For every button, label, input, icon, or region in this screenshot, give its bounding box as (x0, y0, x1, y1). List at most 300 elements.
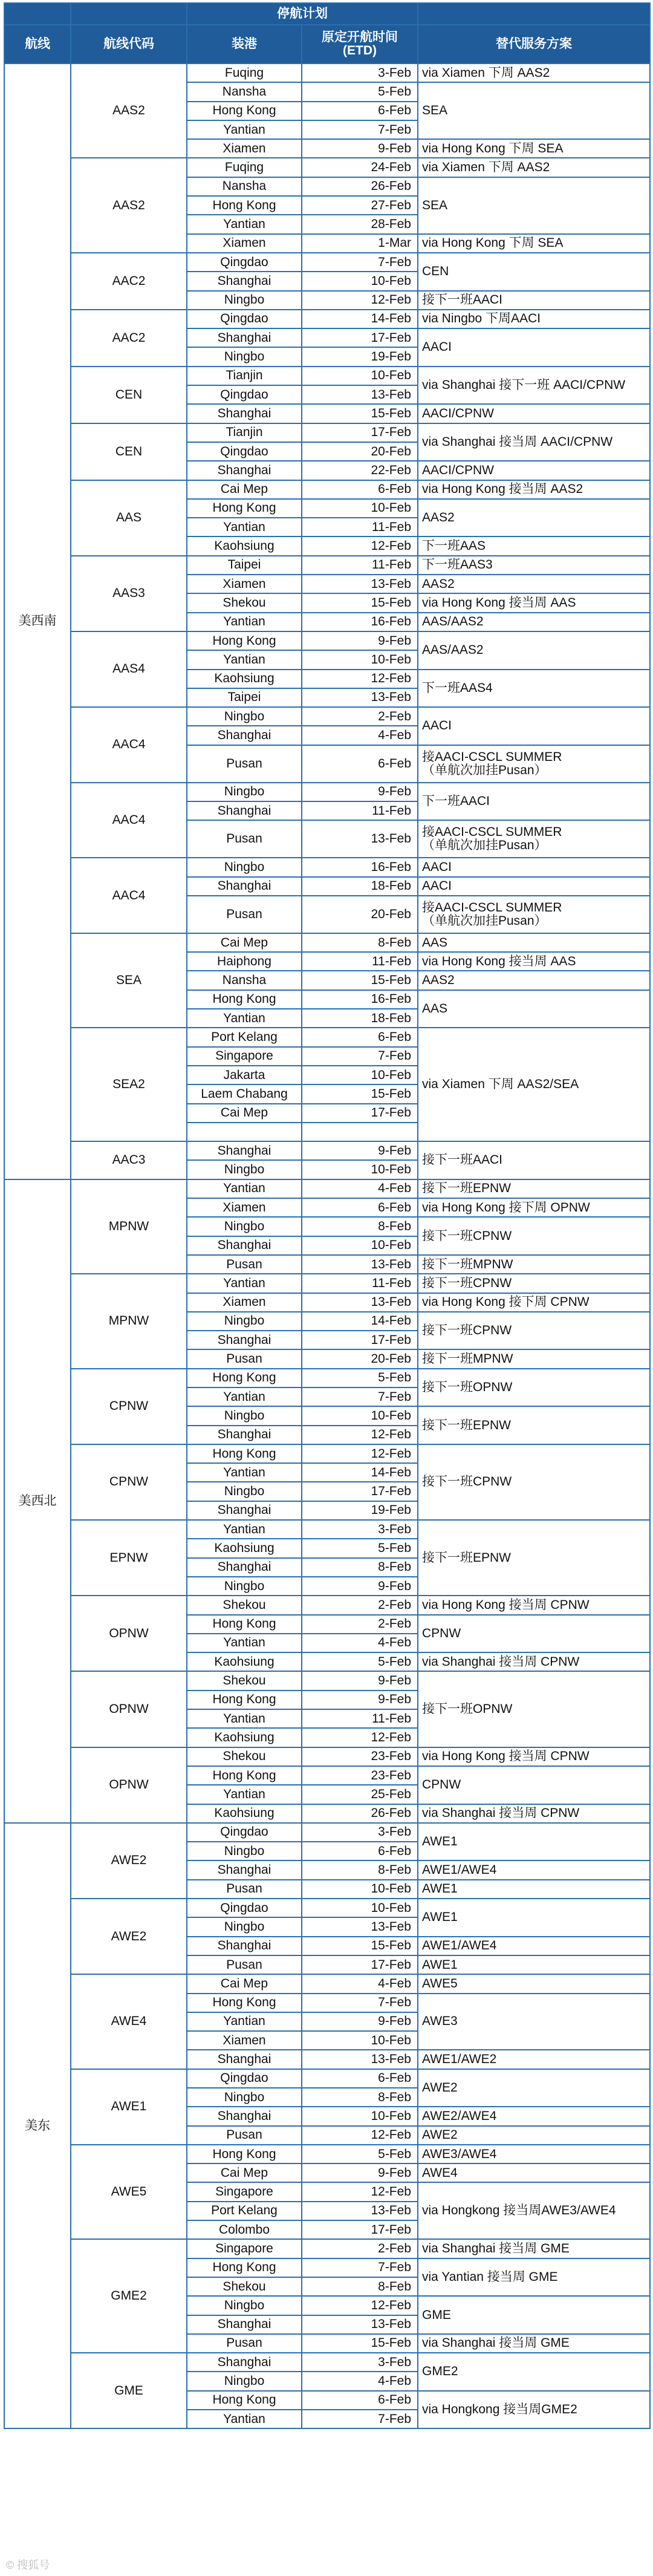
etd-cell: 12-Feb (302, 670, 418, 688)
route-code-cell: AAS4 (71, 631, 187, 707)
etd-cell: 14-Feb (302, 1463, 418, 1482)
port-cell (187, 1123, 302, 1141)
etd-cell: 6-Feb (302, 1028, 418, 1046)
port-cell: Ningbo (187, 347, 302, 366)
alternative-service-text: CEN (422, 264, 449, 279)
alternative-service-cell (418, 933, 650, 952)
table-row (4, 253, 650, 272)
port-cell: Yantian (187, 613, 302, 631)
port-cell: Jakarta (187, 1066, 302, 1084)
port-cell: Nansha (187, 971, 302, 990)
table-row (4, 858, 650, 876)
port-cell: Shanghai (187, 1331, 302, 1349)
alternative-service-cell (418, 556, 650, 575)
alternative-service-text: AWE4 (422, 2165, 458, 2180)
alternative-service-cell (418, 877, 650, 896)
etd-cell: 5-Feb (302, 2145, 418, 2164)
route-code-cell: AAS2 (71, 64, 187, 158)
alternative-service-text: AWE3 (422, 2014, 458, 2029)
alternative-service-text: 接下一班EPNW (422, 1181, 511, 1196)
alternative-service-text: AWE1 (422, 1834, 458, 1849)
etd-cell: 9-Feb (302, 1577, 418, 1596)
alternative-service-text: via Hong Kong 接当周 AAS (422, 954, 576, 968)
etd-cell: 15-Feb (302, 1084, 418, 1103)
port-cell: Kaohsiung (187, 1539, 302, 1557)
alternative-service-text: AWE1 (422, 1957, 458, 1972)
alternative-service-text: 下一班AACI (422, 794, 490, 808)
alternative-service-cell (418, 536, 650, 555)
alternative-service-cell (418, 1860, 650, 1879)
alternative-service-cell (418, 2182, 650, 2239)
watermark: © 搜狐号 (6, 2559, 50, 2571)
alternative-service-text: via Shanghai 接当周 CPNW (422, 1806, 580, 1821)
alternative-service-cell (418, 1179, 650, 1198)
port-cell: Shanghai (187, 1860, 302, 1879)
port-cell: Port Kelang (187, 1028, 302, 1046)
port-cell: Ningbo (187, 1406, 302, 1425)
etd-cell: 13-Feb (302, 2202, 418, 2220)
table-row (4, 631, 650, 650)
etd-cell: 11-Feb (302, 1274, 418, 1293)
alternative-service-text: GME (422, 2307, 451, 2322)
etd-cell: 9-Feb (302, 2164, 418, 2182)
alternative-service-text: 接AACI-CSCL SUMMER (422, 749, 562, 764)
port-cell: Pusan (187, 1955, 302, 1974)
port-cell: Yantian (187, 2410, 302, 2428)
etd-cell: 20-Feb (302, 896, 418, 933)
alternative-service-text: 接下一班OPNW (422, 1380, 513, 1394)
schedule-table-container (4, 2, 649, 2429)
etd-cell: 13-Feb (302, 1255, 418, 1274)
alternative-service-text: AACI (422, 719, 452, 733)
alternative-service-text: via Hong Kong 下周 SEA (422, 236, 564, 250)
port-cell: Ningbo (187, 2372, 302, 2390)
alternative-service-cell (418, 367, 650, 405)
port-cell: Hong Kong (187, 1766, 302, 1785)
etd-cell: 28-Feb (302, 215, 418, 233)
header-spacer (71, 3, 187, 25)
alternative-service-cell (418, 670, 650, 708)
port-cell: Yantian (187, 1009, 302, 1028)
port-cell: Hong Kong (187, 196, 302, 215)
alternative-service-cell (418, 1255, 650, 1274)
etd-cell: 9-Feb (302, 1691, 418, 1709)
port-cell: Hong Kong (187, 631, 302, 650)
table-row (4, 556, 650, 575)
alternative-service-cell (418, 2391, 650, 2429)
route-code-cell: AWE2 (71, 1899, 187, 1974)
port-cell: Shanghai (187, 404, 302, 423)
table-row (4, 1179, 650, 1198)
alternative-service-text: via Ningbo 下周AACI (422, 311, 541, 326)
route-code-cell: CEN (71, 367, 187, 423)
alternative-service-cell (418, 139, 650, 158)
port-cell: Hong Kong (187, 2258, 302, 2277)
port-cell: Ningbo (187, 707, 302, 726)
alternative-service-text: via Xiamen 下周 AAS2 (422, 65, 550, 80)
port-cell: Singapore (187, 2239, 302, 2258)
alternative-service-text: AAS (422, 935, 448, 950)
alternative-service-text: AAS2 (422, 510, 455, 525)
alternative-service-cell (418, 1880, 650, 1899)
alternative-service-cell (418, 2353, 650, 2391)
table-row (4, 2239, 650, 2258)
port-cell: Qingdao (187, 2069, 302, 2088)
route-code-cell: CEN (71, 423, 187, 480)
column-header-etd (302, 25, 418, 64)
alternative-service-text: 接下一班EPNW (422, 1550, 511, 1565)
route-code-cell: AAC4 (71, 783, 187, 858)
alternative-service-cell (418, 896, 650, 933)
alternative-service-text: 下一班AAS3 (422, 558, 493, 572)
etd-cell: 7-Feb (302, 120, 418, 139)
etd-cell: 26-Feb (302, 1804, 418, 1823)
alternative-service-text: via Shanghai 接当周 GME (422, 2241, 570, 2255)
alternative-service-cell (418, 1444, 650, 1520)
alternative-service-cell (418, 593, 650, 612)
etd-cell: 10-Feb (302, 1066, 418, 1084)
port-cell: Hong Kong (187, 2391, 302, 2410)
port-cell: Shekou (187, 593, 302, 612)
port-cell: Yantian (187, 2012, 302, 2031)
alternative-service-text: via Shanghai 接当周 CPNW (422, 1654, 580, 1669)
alternative-service-text: 接AACI-CSCL SUMMER (422, 825, 562, 840)
table-row (4, 1274, 650, 1293)
etd-cell: 12-Feb (302, 536, 418, 555)
port-cell: Pusan (187, 1349, 302, 1368)
column-header-route: 航线 (4, 25, 71, 64)
port-cell: Yantian (187, 1387, 302, 1406)
port-cell: Qingdao (187, 1899, 302, 1917)
alternative-service-cell (418, 1293, 650, 1312)
port-cell: Shanghai (187, 1501, 302, 1520)
alternative-service-text: via Yantian 接当周 GME (422, 2269, 558, 2284)
port-cell: Singapore (187, 1047, 302, 1066)
alternative-service-cell (418, 820, 650, 858)
alternative-service-cell (418, 971, 650, 990)
port-cell: Shekou (187, 2277, 302, 2296)
port-cell: Fuqing (187, 64, 302, 82)
port-cell: Cai Mep (187, 1974, 302, 1993)
port-cell: Kaohsiung (187, 1728, 302, 1747)
alternative-service-cell (418, 1955, 650, 1974)
port-cell: Kaohsiung (187, 1804, 302, 1823)
table-row (4, 310, 650, 328)
alternative-service-text: 接下一班CPNW (422, 1276, 512, 1290)
etd-cell: 6-Feb (302, 2391, 418, 2410)
etd-cell: 8-Feb (302, 1860, 418, 1879)
etd-cell: 2-Feb (302, 1596, 418, 1614)
etd-cell: 9-Feb (302, 1671, 418, 1690)
etd-cell: 3-Feb (302, 64, 418, 82)
alternative-service-text: AWE1/AWE4 (422, 1939, 497, 1953)
etd-cell: 10-Feb (302, 2107, 418, 2125)
alternative-service-text: AWE1 (422, 1910, 458, 1925)
alternative-service-cell (418, 1369, 650, 1407)
port-cell: Pusan (187, 1255, 302, 1274)
alternative-service-cell (418, 1974, 650, 1993)
alternative-service-cell (418, 631, 650, 670)
alternative-service-text: SEA (422, 103, 448, 118)
alternative-service-text: via Hong Kong 接下周 CPNW (422, 1295, 590, 1309)
etd-cell: 12-Feb (302, 291, 418, 310)
alternative-service-text: AWE2 (422, 2080, 458, 2095)
etd-cell: 17-Feb (302, 1955, 418, 1974)
etd-cell: 13-Feb (302, 385, 418, 404)
etd-cell: 8-Feb (302, 2088, 418, 2107)
etd-cell: 19-Feb (302, 347, 418, 366)
alternative-service-cell (418, 1217, 650, 1255)
port-cell: Shekou (187, 1596, 302, 1614)
route-code-cell: OPNW (71, 1747, 187, 1823)
etd-cell: 7-Feb (302, 2410, 418, 2428)
etd-cell: 16-Feb (302, 990, 418, 1009)
alternative-service-cell (418, 1615, 650, 1653)
etd-header-line1: 原定开航时间 (322, 30, 398, 44)
etd-cell: 15-Feb (302, 1937, 418, 1955)
alternative-service-text: AWE2 (422, 2128, 458, 2142)
etd-cell: 5-Feb (302, 1652, 418, 1671)
port-cell: Nansha (187, 82, 302, 101)
alternative-service-cell (418, 1671, 650, 1747)
alternative-service-text: AWE1/AWE4 (422, 1863, 497, 1877)
column-header-code: 航线代码 (71, 25, 187, 64)
route-region-cell: 美东 (4, 1823, 71, 2429)
etd-cell: 6-Feb (302, 2069, 418, 2088)
column-header-alternative: 替代服务方案 (418, 25, 650, 64)
etd-cell: 4-Feb (302, 2372, 418, 2390)
etd-cell: 7-Feb (302, 1994, 418, 2012)
table-row (4, 1141, 650, 1160)
alternative-service-cell (418, 613, 650, 631)
alternative-service-cell (418, 1804, 650, 1823)
alternative-service-cell (418, 1406, 650, 1444)
etd-header-line2: (ETD) (343, 44, 377, 57)
route-code-cell: MPNW (71, 1179, 187, 1274)
alternative-service-cell (418, 1899, 650, 1937)
alternative-service-cell (418, 1823, 650, 1861)
port-cell: Shanghai (187, 2315, 302, 2334)
port-cell: Hong Kong (187, 1615, 302, 1634)
port-cell: Ningbo (187, 1217, 302, 1236)
port-cell: Yantian (187, 1634, 302, 1652)
alternative-service-text: 下一班AAS4 (422, 680, 493, 695)
port-cell: Pusan (187, 745, 302, 783)
etd-cell: 25-Feb (302, 1785, 418, 1804)
alternative-service-cell (418, 1596, 650, 1614)
table-row (4, 64, 650, 82)
port-cell: Shanghai (187, 328, 302, 347)
alternative-service-text: via Hongkong 接当周AWE3/AWE4 (422, 2203, 616, 2218)
alternative-service-cell (418, 2069, 650, 2107)
table-row (4, 1974, 650, 1993)
port-cell: Shanghai (187, 2050, 302, 2069)
port-cell: Ningbo (187, 1482, 302, 1501)
alternative-service-text: AWE1 (422, 1882, 458, 1896)
alternative-service-text: 接下一班AACI (422, 293, 503, 307)
alternative-service-cell (418, 1028, 650, 1141)
etd-cell: 8-Feb (302, 933, 418, 952)
route-code-cell: AAC2 (71, 253, 187, 310)
etd-cell: 10-Feb (302, 1880, 418, 1899)
alternative-service-text: AACI (422, 340, 452, 354)
route-code-cell: GME2 (71, 2239, 187, 2353)
etd-cell: 15-Feb (302, 2334, 418, 2353)
etd-cell: 22-Feb (302, 461, 418, 480)
etd-cell: 12-Feb (302, 2126, 418, 2145)
port-cell: Ningbo (187, 1842, 302, 1860)
route-code-cell: GME (71, 2353, 187, 2428)
table-row (4, 2069, 650, 2088)
port-cell: Shanghai (187, 1141, 302, 1160)
route-code-cell: AAS3 (71, 556, 187, 631)
alternative-service-text: via Hong Kong 接当周 AAS (422, 595, 576, 610)
alternative-service-cell (418, 2126, 650, 2145)
port-cell: Taipei (187, 556, 302, 575)
etd-cell: 20-Feb (302, 1349, 418, 1368)
alternative-service-cell (418, 1274, 650, 1293)
port-cell: Ningbo (187, 2296, 302, 2315)
port-cell: Colombo (187, 2220, 302, 2239)
port-cell: Port Kelang (187, 2202, 302, 2220)
alternative-service-note: （单航次加挂Pusan） (422, 838, 547, 853)
alternative-service-text: 接下一班CPNW (422, 1323, 512, 1338)
alternative-service-text: via Hong Kong 接当周 CPNW (422, 1749, 590, 1764)
port-cell: Ningbo (187, 858, 302, 876)
etd-cell: 6-Feb (302, 1198, 418, 1217)
alternative-service-cell (418, 1766, 650, 1804)
table-row (4, 158, 650, 177)
alternative-service-text: via Shanghai 接当周 AACI/CPNW (422, 434, 613, 449)
alternative-service-text: via Xiamen 下周 AAS2/SEA (422, 1077, 579, 1092)
etd-cell: 10-Feb (302, 367, 418, 385)
port-cell: Qingdao (187, 442, 302, 461)
port-cell: Qingdao (187, 310, 302, 328)
port-cell: Shanghai (187, 461, 302, 480)
port-cell: Hong Kong (187, 102, 302, 120)
etd-cell: 6-Feb (302, 745, 418, 783)
header-spacer (418, 3, 650, 25)
alternative-service-cell (418, 575, 650, 593)
etd-cell: 17-Feb (302, 423, 418, 442)
port-cell: Laem Chabang (187, 1084, 302, 1103)
etd-cell: 4-Feb (302, 726, 418, 745)
alternative-service-cell (418, 2164, 650, 2182)
alternative-service-cell (418, 328, 650, 367)
etd-cell: 9-Feb (302, 1141, 418, 1160)
etd-cell: 9-Feb (302, 631, 418, 650)
route-code-cell: SEA2 (71, 1028, 187, 1141)
route-code-cell: AWE5 (71, 2145, 187, 2239)
alternative-service-text: via Shanghai 接下一班 AACI/CPNW (422, 378, 626, 393)
alternative-service-text: AAS2 (422, 973, 455, 988)
table-row (4, 783, 650, 801)
port-cell: Shanghai (187, 726, 302, 745)
alternative-service-cell (418, 158, 650, 177)
port-cell: Yantian (187, 215, 302, 233)
etd-cell: 3-Feb (302, 2353, 418, 2372)
alternative-service-text: via Hong Kong 接当周 AAS2 (422, 482, 583, 497)
etd-cell: 15-Feb (302, 971, 418, 990)
route-code-cell: AWE4 (71, 1974, 187, 2069)
alternative-service-text: AACI/CPNW (422, 463, 495, 477)
port-cell: Yantian (187, 1179, 302, 1198)
port-cell: Yantian (187, 1520, 302, 1539)
alternative-service-text: CPNW (422, 1778, 461, 1792)
etd-cell: 10-Feb (302, 1899, 418, 1917)
etd-cell: 13-Feb (302, 688, 418, 707)
port-cell: Ningbo (187, 783, 302, 801)
alternative-service-cell (418, 952, 650, 971)
etd-cell: 9-Feb (302, 2012, 418, 2031)
table-row (4, 1520, 650, 1539)
route-code-cell: AWE2 (71, 1823, 187, 1899)
etd-cell: 16-Feb (302, 613, 418, 631)
alternative-service-text: via Hong Kong 接下周 OPNW (422, 1200, 590, 1215)
port-cell: Shanghai (187, 1426, 302, 1444)
alternative-service-text: AWE3/AWE4 (422, 2147, 497, 2161)
etd-cell: 7-Feb (302, 1387, 418, 1406)
table-row (4, 1444, 650, 1463)
alternative-service-text: AAS/AAS2 (422, 643, 484, 657)
header-spacer (4, 3, 71, 25)
table-row (4, 1899, 650, 1917)
etd-cell: 13-Feb (302, 1917, 418, 1936)
alternative-service-text: CPNW (422, 1626, 461, 1640)
alternative-service-cell (418, 423, 650, 461)
alternative-service-text: 接下一班EPNW (422, 1418, 511, 1432)
port-cell: Xiamen (187, 2031, 302, 2050)
etd-cell: 17-Feb (302, 2220, 418, 2239)
etd-cell: 15-Feb (302, 593, 418, 612)
port-cell: Yantian (187, 650, 302, 669)
port-cell: Shanghai (187, 877, 302, 896)
etd-cell: 4-Feb (302, 1179, 418, 1198)
port-cell: Shanghai (187, 1558, 302, 1577)
table-row (4, 933, 650, 952)
etd-cell: 7-Feb (302, 1047, 418, 1066)
etd-cell: 17-Feb (302, 1104, 418, 1123)
alternative-service-text: AAS/AAS2 (422, 615, 484, 629)
etd-cell (302, 1123, 418, 1141)
alternative-service-text: 接AACI-CSCL SUMMER (422, 900, 562, 915)
route-code-cell: CPNW (71, 1444, 187, 1520)
port-cell: Cai Mep (187, 933, 302, 952)
etd-cell: 8-Feb (302, 2277, 418, 2296)
alternative-service-cell (418, 1652, 650, 1671)
etd-cell: 11-Feb (302, 556, 418, 575)
route-code-cell: OPNW (71, 1671, 187, 1747)
etd-cell: 6-Feb (302, 102, 418, 120)
alternative-service-text: 接下一班CPNW (422, 1228, 512, 1243)
alternative-service-cell (418, 2239, 650, 2258)
port-cell: Ningbo (187, 1312, 302, 1331)
alternative-service-text: 接下一班AACI (422, 1153, 503, 1167)
etd-cell: 16-Feb (302, 858, 418, 876)
table-row (4, 480, 650, 499)
etd-cell: 1-Mar (302, 234, 418, 253)
port-cell: Yantian (187, 1463, 302, 1482)
etd-cell: 9-Feb (302, 139, 418, 158)
alternative-service-cell (418, 1994, 650, 2050)
etd-cell: 10-Feb (302, 1236, 418, 1255)
etd-cell: 8-Feb (302, 1558, 418, 1577)
alternative-service-cell (418, 234, 650, 253)
alternative-service-cell (418, 783, 650, 821)
route-code-cell: MPNW (71, 1274, 187, 1368)
port-cell: Hong Kong (187, 1691, 302, 1709)
port-cell: Hong Kong (187, 1369, 302, 1387)
